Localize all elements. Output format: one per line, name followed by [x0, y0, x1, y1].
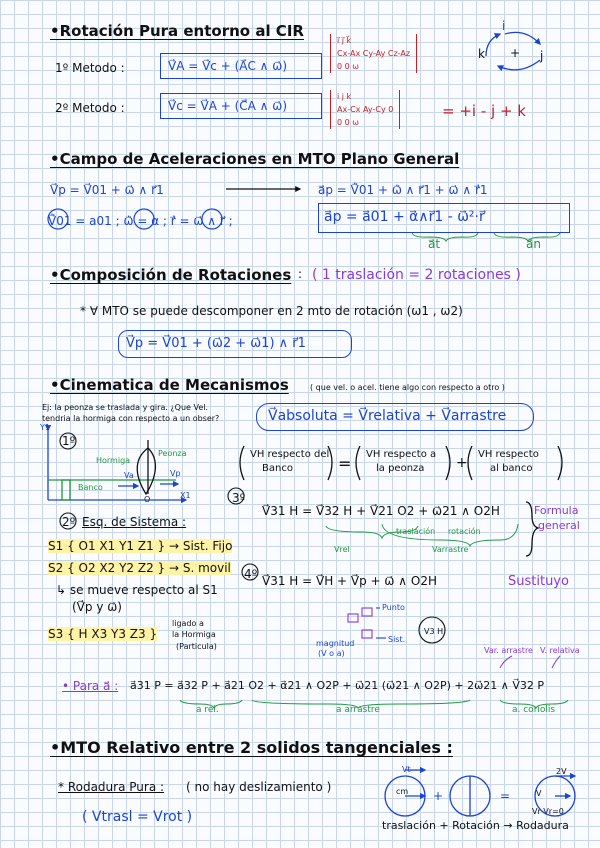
circle-mark: [202, 209, 222, 229]
s2-text: S2 { O2 X2 Y2 Z2 } → S. movil: [48, 561, 231, 575]
composition-eq: V⃗p = V⃗01 + (ω⃗2 + ω⃗1) ∧ r⃗1: [126, 336, 306, 351]
vh-equals: =: [338, 454, 352, 473]
esquema-title: Esq. de Sistema :: [82, 515, 187, 529]
circle-plus: +: [510, 46, 521, 60]
label-v: V: [536, 789, 542, 798]
vh-plus: +: [456, 455, 468, 471]
circle-mark: [48, 209, 68, 229]
s3-text: S3 { H X3 Y3 Z3 }: [48, 627, 158, 641]
top-figure: [48, 430, 186, 500]
label-aarrastre: a arrastre: [336, 705, 380, 715]
brace-acoriolis: [500, 700, 568, 708]
matrix2-row: i j k: [337, 92, 352, 101]
label-2v: 2V: [556, 767, 567, 776]
circle-i: i: [502, 19, 506, 33]
step4-number: 4º: [244, 567, 258, 581]
section3-colon: :: [298, 267, 303, 281]
label-vrel: Vrel: [334, 545, 350, 554]
rodadura-pura: * Rodadura Pura :: [58, 780, 165, 794]
acceleration-result: a⃗p = a⃗01 + α⃗∧r⃗1 - ω⃗²·r⃗: [324, 209, 485, 225]
method2-label: 2º Metodo :: [55, 101, 125, 115]
pointer: [552, 656, 560, 668]
acceleration-equation: a⃗31 P = a⃗32 P + a⃗21 O2 + α⃗21 ∧ O2P + ω⃗21 (ω⃗21 ∧ O2P) + 2ω⃗21 ∧ V⃗32 P: [130, 679, 544, 692]
matrix1-row: 0 0 ω: [337, 62, 359, 71]
svg-text:+: +: [433, 789, 444, 803]
matrix2-row: 0 0 ω: [337, 118, 359, 127]
vh-banco-1: VH respecto del: [250, 449, 330, 460]
example-line: Ej: la peonza se traslada y gira. ¿Que Vel.: [42, 403, 209, 412]
label-var-arrastre: Var. arrastre: [484, 646, 533, 655]
section2-title: •Campo de Aceleraciones en MTO Plano General: [50, 150, 460, 168]
section1-title: •Rotación Pura entorno al CIR: [50, 22, 304, 40]
vh-peonza-1: VH respecto a: [366, 449, 437, 460]
label-varrastre: Varrastre: [432, 545, 469, 554]
section3-note: * ∀ MTO se puede descomponer en 2 mto de rotación (ω1 , ω2): [80, 304, 463, 318]
pointer: [500, 656, 512, 668]
label-va: Va: [124, 471, 134, 480]
circle-mark: [242, 564, 258, 580]
label-y1: Y1: [40, 423, 50, 432]
label-vr0: Vr Vr=0: [532, 807, 564, 816]
s3-note: (Particula): [176, 642, 217, 651]
section3-paren: ( 1 traslación = 2 rotaciones ): [312, 267, 521, 283]
brace-an: [494, 233, 560, 241]
legend-v3h: V3 H: [424, 627, 444, 636]
matrix1-row: Cx-Ax Cy-Ay Cz-Az: [337, 49, 411, 58]
label-o: O: [144, 495, 151, 504]
velocity-field-eq: V⃗p = V⃗01 + ω⃗ ∧ r⃗1: [50, 183, 164, 197]
substituted-equation: V⃗31 H = V⃗H + V⃗p + ω⃗ ∧ O2H: [262, 574, 437, 588]
label-hormiga: Hormiga: [96, 456, 131, 465]
para-a: • Para a⃗ :: [62, 679, 119, 693]
legend-sist: Sist.: [388, 635, 406, 644]
circle-mark: [228, 488, 244, 504]
velocity-composition-eq: V⃗absoluta = V⃗relativa + V⃗arrastre: [268, 408, 507, 424]
section4-subtitle: ( que vel. o acel. tiene algo con respecto a otro ): [310, 383, 505, 392]
matrix2-row: Ax-Cx Ay-Cy 0: [337, 105, 394, 114]
label-banco: Banco: [78, 483, 103, 492]
circle-mark: [60, 513, 76, 529]
formula-general: Formula: [534, 504, 579, 517]
step3-number: 3º: [232, 491, 246, 505]
label-peonza: Peonza: [158, 449, 187, 458]
ijk-rotation-icon: [486, 32, 540, 69]
section5-title: •MTO Relativo entre 2 solidos tangenciales :: [50, 738, 453, 757]
acceleration-field-eq: a⃗p = V⃗̇01 + ω⃗̇ ∧ r⃗1 + ω⃗ ∧ ṙ⃗1: [318, 183, 488, 197]
figure-number: 1º: [62, 434, 76, 448]
circle-mark: [60, 433, 76, 449]
legend-magnitud: (V o a): [318, 649, 345, 658]
legend-magnitud: magnitud: [316, 639, 355, 648]
vh-banco2-2: al banco: [490, 463, 533, 474]
vh-peonza-2: la peonza: [376, 463, 425, 474]
s2-note: ↳ se mueve respecto al S1: [56, 583, 218, 597]
label-x1: X1: [180, 491, 191, 500]
label-v-relativa: V. relativa: [540, 646, 580, 655]
method2-equation: V⃗c = V⃗A + (C⃗A ∧ ω⃗): [168, 99, 288, 113]
example-line: tendria la hormiga con respecto a un obser?: [42, 414, 220, 423]
rodadura-caption: traslación + Rotación → Rodadura: [382, 819, 569, 832]
circle-k: k: [478, 47, 485, 61]
circle-mark: [134, 209, 154, 229]
label-cm: cm: [396, 787, 409, 796]
s3-note: la Hormiga: [172, 630, 216, 639]
method1-label: 1º Metodo :: [55, 61, 125, 75]
s1-text: S1 { O1 X1 Y1 Z1 } → Sist. Fijo: [48, 539, 233, 553]
brace-formula: [526, 502, 538, 556]
section3-title: •Composición de Rotaciones: [50, 266, 292, 284]
formula-general: general: [538, 519, 580, 532]
vh-banco2-1: VH respecto: [478, 449, 539, 460]
step2-number: 2º: [62, 515, 76, 529]
s3-note: ligado a: [172, 619, 204, 628]
general-equation: V⃗31 H = V⃗32 H + V⃗21 O2 + ω⃗21 ∧ O2H: [262, 504, 500, 518]
label-vp: Vp: [170, 469, 181, 478]
vh-banco-2: Banco: [262, 463, 293, 474]
section4-title: •Cinematica de Mecanismos: [50, 376, 289, 394]
no-deslizamiento: ( no hay deslizamiento ): [186, 780, 332, 794]
label-sustituyo: Sustituyo: [508, 574, 569, 589]
label-rotacion: rotación: [448, 527, 481, 536]
matrix1-row: i⃗ j⃗ k⃗: [337, 36, 352, 45]
legend-punto: Punto: [382, 603, 405, 612]
brace-varrastre: [382, 524, 518, 546]
matrix2-result: = +i - j + k: [442, 102, 526, 120]
label-arel: a rel.: [196, 705, 219, 715]
normal-label: a⃗n: [526, 237, 541, 251]
vh-brackets: [240, 446, 562, 480]
brace-aarrastre: [252, 700, 470, 708]
brace-at: [412, 233, 478, 241]
svg-text:=: =: [500, 789, 511, 803]
label-acoriolis: a. coriolis: [512, 705, 556, 715]
tangential-label: a⃗t: [428, 237, 441, 251]
label-traslacion: traslación: [396, 527, 436, 536]
derivative-substitutions: V⃗̇01 = a01 ; ω⃗̇ = α ; ṙ⃗ = ω⃗ ∧ r⃗ ;: [48, 214, 233, 228]
method1-equation: V⃗A = V⃗c + (A⃗C ∧ ω⃗): [168, 59, 288, 73]
s2-note2: (V⃗p y ω⃗): [72, 600, 122, 614]
label-vt: Vt: [402, 765, 411, 774]
brace-arel: [180, 700, 242, 708]
notation-legend: [348, 608, 445, 643]
circle-j: j: [540, 49, 544, 63]
rodadura-equation: ( Vtrasl = Vrot ): [82, 809, 193, 825]
brace-vrel: [326, 526, 418, 538]
